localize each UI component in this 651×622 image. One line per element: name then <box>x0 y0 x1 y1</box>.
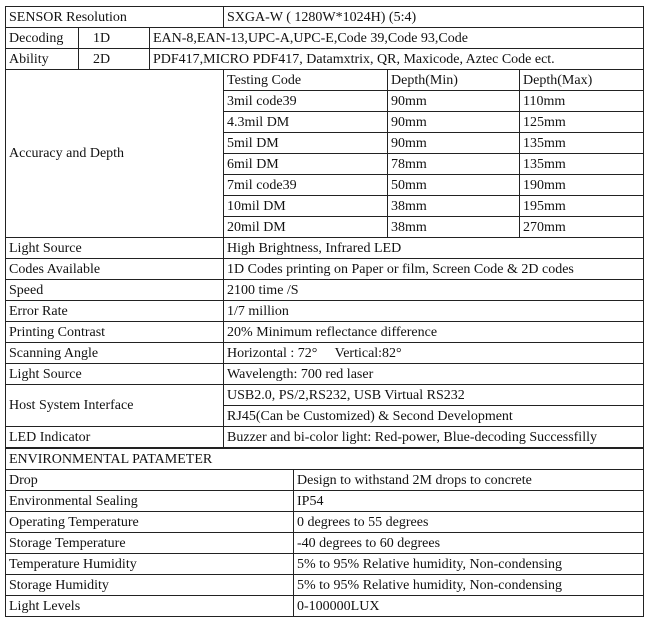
error-rate-label: Error Rate <box>6 301 224 322</box>
accuracy-header-max: Depth(Max) <box>520 70 644 91</box>
accuracy-header-row <box>6 70 644 91</box>
environment-label: Storage Temperature <box>6 533 294 554</box>
scanning-angle-value: Horizontal : 72° Vertical:82° <box>224 343 644 364</box>
accuracy-code: 20mil DM <box>224 217 388 238</box>
accuracy-header-code: Testing Code <box>224 70 388 91</box>
accuracy-max: 195mm <box>520 196 644 217</box>
accuracy-max: 110mm <box>520 91 644 112</box>
sensor-resolution-value: SXGA-W ( 1280W*1024H) (5:4) <box>224 7 644 28</box>
environment-label: Operating Temperature <box>6 512 294 533</box>
environment-value: 5% to 95% Relative humidity, Non-condensing <box>294 575 644 596</box>
led-indicator-label: LED Indicator <box>6 427 224 448</box>
environment-table <box>5 448 644 617</box>
error-rate-value: 1/7 million <box>224 301 644 322</box>
row-scanning-angle <box>6 343 644 364</box>
codes-available-label: Codes Available <box>6 259 224 280</box>
ability-label: Ability <box>6 49 79 70</box>
speed-value: 2100 time /S <box>224 280 644 301</box>
accuracy-min: 90mm <box>388 133 520 154</box>
environment-value: -40 degrees to 60 degrees <box>294 533 644 554</box>
environment-label: Temperature Humidity <box>6 554 294 575</box>
accuracy-code: 3mil code39 <box>224 91 388 112</box>
accuracy-code: 10mil DM <box>224 196 388 217</box>
row-error-rate <box>6 301 644 322</box>
environment-value: Design to withstand 2M drops to concrete <box>294 470 644 491</box>
light-source-2-value: Wavelength: 700 red laser <box>224 364 644 385</box>
environment-value: 0-100000LUX <box>294 596 644 617</box>
row-led-indicator <box>6 427 644 448</box>
decoding-label: Decoding <box>6 28 79 49</box>
light-source-1-value: High Brightness, Infrared LED <box>224 238 644 259</box>
d2-label: 2D <box>79 49 150 70</box>
speed-label: Speed <box>6 280 224 301</box>
accuracy-min: 78mm <box>388 154 520 175</box>
row-host-interface <box>6 385 644 406</box>
accuracy-max: 135mm <box>520 154 644 175</box>
spec-table <box>5 6 644 448</box>
accuracy-min: 90mm <box>388 91 520 112</box>
environment-value: 0 degrees to 55 degrees <box>294 512 644 533</box>
row-codes-available <box>6 259 644 280</box>
d1-value: EAN-8,EAN-13,UPC-A,UPC-E,Code 39,Code 93,Code <box>150 28 644 49</box>
host-interface-line2: RJ45(Can be Customized) & Second Development <box>224 406 644 427</box>
row-printing-contrast <box>6 322 644 343</box>
environment-label: Light Levels <box>6 596 294 617</box>
environment-row <box>6 554 644 575</box>
accuracy-min: 38mm <box>388 196 520 217</box>
printing-contrast-label: Printing Contrast <box>6 322 224 343</box>
accuracy-code: 4.3mil DM <box>224 112 388 133</box>
host-interface-line1: USB2.0, PS/2,RS232, USB Virtual RS232 <box>224 385 644 406</box>
accuracy-max: 190mm <box>520 175 644 196</box>
environment-label: Drop <box>6 470 294 491</box>
led-indicator-value: Buzzer and bi-color light: Red-power, Blue-decoding Successfilly <box>224 427 644 448</box>
row-decoding-1d <box>6 28 644 49</box>
row-ability-2d <box>6 49 644 70</box>
environment-label: Environmental Sealing <box>6 491 294 512</box>
row-light-source-2 <box>6 364 644 385</box>
host-interface-label: Host System Interface <box>6 385 224 427</box>
printing-contrast-value: 20% Minimum reflectance difference <box>224 322 644 343</box>
accuracy-code: 6mil DM <box>224 154 388 175</box>
row-sensor-resolution <box>6 7 644 28</box>
environment-row <box>6 533 644 554</box>
environment-value: 5% to 95% Relative humidity, Non-condensing <box>294 554 644 575</box>
environment-title: ENVIRONMENTAL PATAMETER <box>6 449 644 470</box>
light-source-2-label: Light Source <box>6 364 224 385</box>
environment-row <box>6 596 644 617</box>
accuracy-min: 50mm <box>388 175 520 196</box>
row-speed <box>6 280 644 301</box>
accuracy-label: Accuracy and Depth <box>6 70 224 238</box>
environment-label: Storage Humidity <box>6 575 294 596</box>
d2-value: PDF417,MICRO PDF417, Datamxtrix, QR, Maxicode, Aztec Code ect. <box>150 49 644 70</box>
accuracy-max: 135mm <box>520 133 644 154</box>
accuracy-min: 38mm <box>388 217 520 238</box>
environment-row <box>6 575 644 596</box>
environment-row <box>6 491 644 512</box>
environment-value: IP54 <box>294 491 644 512</box>
accuracy-header-min: Depth(Min) <box>388 70 520 91</box>
environment-title-row <box>6 449 644 470</box>
environment-row <box>6 470 644 491</box>
light-source-1-label: Light Source <box>6 238 224 259</box>
accuracy-max: 125mm <box>520 112 644 133</box>
accuracy-min: 90mm <box>388 112 520 133</box>
accuracy-code: 5mil DM <box>224 133 388 154</box>
row-light-source-1 <box>6 238 644 259</box>
environment-row <box>6 512 644 533</box>
d1-label: 1D <box>79 28 150 49</box>
codes-available-value: 1D Codes printing on Paper or film, Screen Code & 2D codes <box>224 259 644 280</box>
scanning-angle-label: Scanning Angle <box>6 343 224 364</box>
sensor-resolution-label: SENSOR Resolution <box>6 7 224 28</box>
accuracy-max: 270mm <box>520 217 644 238</box>
accuracy-code: 7mil code39 <box>224 175 388 196</box>
